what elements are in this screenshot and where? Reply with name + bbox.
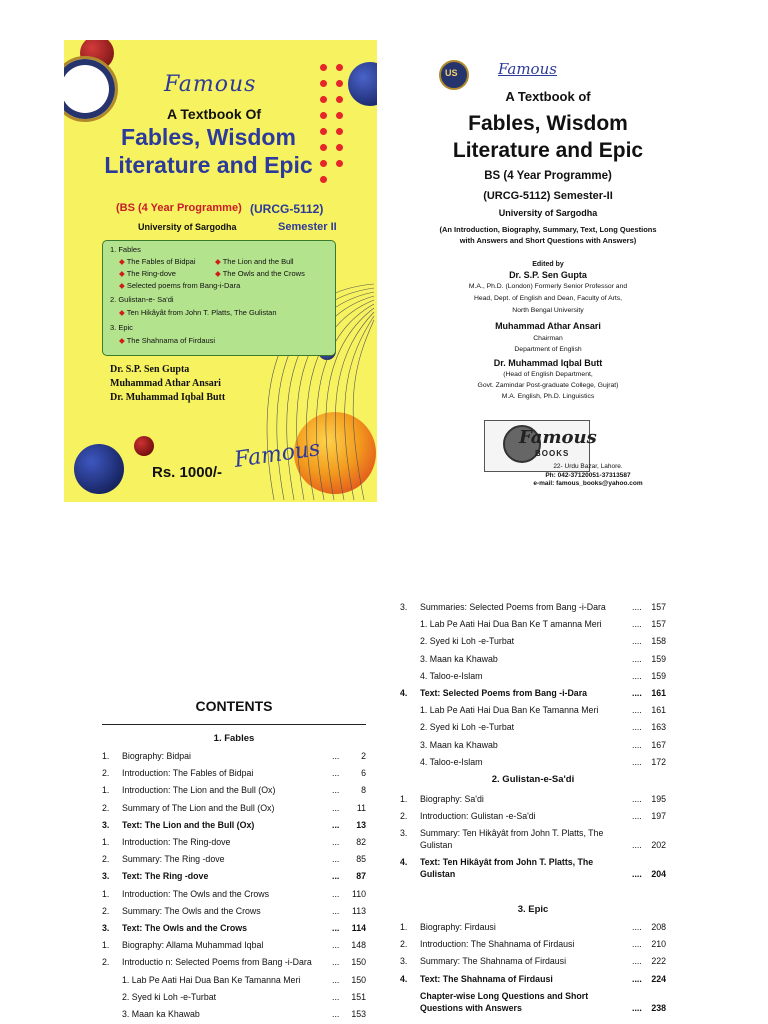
toc-row[interactable]: [400, 939, 666, 951]
university: University of Sargodha: [498, 208, 598, 218]
bullet-icon: ◆: [119, 308, 127, 317]
toc-row-dots: ...: [332, 871, 340, 882]
toc-row-number: 2.: [400, 939, 408, 950]
contents-page-right: [400, 600, 666, 1024]
toc-row-title: Text: Ten Hikâyât from John T. Platts, The: [420, 857, 594, 867]
book-cover: [64, 40, 377, 502]
toc-row-title: Summary: Ten Hikâyât from John T. Platts, The: [420, 828, 604, 838]
toc-row-title: 1. Lab Pe Aati Hai Dua Ban Ke T amanna Meri: [420, 619, 602, 630]
toc-row-number: 1.: [102, 751, 110, 761]
toc-row-dots: ....: [632, 722, 642, 733]
editor-detail: M.A., Ph.D. (London) Formerly Senior Professor and: [468, 283, 628, 290]
cover-author: Muhammad Athar Ansari: [110, 378, 221, 389]
cover-price: Rs. 1000/-: [152, 464, 223, 481]
bullet-icon: ◆: [119, 269, 127, 278]
editor-detail: Head, Dept. of English and Dean, Faculty of Arts,: [473, 295, 623, 302]
red-dot: [336, 96, 343, 103]
red-dot: [336, 80, 343, 87]
editor-name: Dr. S.P. Sen Gupta: [509, 270, 587, 280]
red-dot: [320, 96, 327, 103]
university-seal-icon: US: [439, 60, 469, 90]
toc-row-page: 2: [361, 751, 366, 761]
programme: BS (4 Year Programme): [484, 170, 612, 182]
editor-detail: Department of English: [514, 346, 582, 353]
toc-row-dots: ....: [632, 922, 642, 932]
toc-row-title: Summary of The Lion and the Bull (Ox): [122, 802, 275, 813]
toc-row[interactable]: [400, 740, 666, 752]
toc-row-dots: ...: [332, 940, 340, 951]
box-item: ◆ The Lion and the Bull: [215, 257, 294, 266]
toc-row[interactable]: [400, 811, 666, 823]
toc-row-page: 167: [651, 739, 666, 750]
toc-row-title: Summary: The Ring -dove: [122, 854, 225, 865]
toc-row-title: Text: The Shahnama of Firdausi: [420, 973, 553, 984]
toc-row-dots: ...: [332, 768, 340, 779]
toc-row-title: Biography: Bidpai: [122, 751, 191, 761]
toc-row[interactable]: [400, 619, 666, 631]
cover-publisher-logo-bottom: Famous: [232, 436, 322, 473]
box-item: ◆ The Shahnama of Firdausi: [119, 336, 216, 345]
toc-row[interactable]: [102, 820, 366, 832]
toc-row-page: 151: [351, 991, 366, 1002]
toc-row[interactable]: [400, 794, 666, 806]
toc-row[interactable]: [102, 768, 366, 780]
toc-row-title-cont: Questions with Answers: [420, 1003, 522, 1013]
section-heading: 1. Fables: [213, 733, 255, 744]
cover-subtitle: A Textbook Of: [166, 106, 262, 122]
toc-row-page: 87: [356, 871, 366, 882]
title-line1: Fables, Wisdom: [468, 112, 628, 135]
toc-row[interactable]: [400, 722, 666, 734]
box-item: ◆ The Ring-dove: [119, 269, 176, 278]
toc-row-dots: ...: [332, 819, 340, 830]
editor-name: Muhammad Athar Ansari: [495, 321, 601, 331]
toc-row-dots: ...: [332, 751, 340, 761]
toc-row-page: 222: [651, 956, 666, 967]
editor-detail: Govt. Zamindar Post-graduate College, Gujrat): [477, 382, 619, 389]
toc-row[interactable]: [400, 922, 666, 934]
toc-row-title: Introduction: Gulistan -e-Sa'di: [420, 811, 536, 822]
toc-row-dots: ...: [332, 923, 340, 933]
toc-row-title: 1. Lab Pe Aati Hai Dua Ban Ke Tamanna Meri: [122, 974, 301, 985]
toc-row[interactable]: [400, 654, 666, 666]
toc-row[interactable]: [102, 957, 366, 969]
toc-row-dots: ...: [332, 837, 340, 847]
toc-row[interactable]: [400, 857, 666, 883]
toc-row[interactable]: [400, 991, 666, 1017]
cover-title-line2: Literature and Epic: [104, 152, 313, 178]
toc-row-page: 157: [651, 619, 666, 630]
publisher-address: 22- Urdu Bazar, Lahore.: [553, 463, 623, 470]
publisher-logo: Famous: [498, 60, 557, 78]
toc-row-page: 6: [361, 768, 366, 779]
box-item: ◆ Ten Hikâyât from John T. Platts, The Gulistan: [119, 308, 277, 317]
toc-row-title: 4. Taloo-e-Islam: [420, 670, 483, 681]
box-item: 3. Epic: [110, 323, 133, 332]
edited-by: Edited by: [532, 261, 564, 268]
bullet-icon: ◆: [119, 257, 127, 266]
toc-row-dots: ....: [632, 739, 642, 750]
description-line: with Answers and Short Questions with Answers): [459, 236, 637, 245]
toc-row-page: 238: [651, 1003, 666, 1013]
course-code: (URCG-5112) Semester-II: [483, 190, 613, 202]
toc-row-number: 4.: [400, 857, 408, 867]
toc-row-dots: ....: [632, 619, 642, 630]
toc-row-title: Summaries: Selected Poems from Bang -i-Dara: [420, 602, 606, 612]
toc-row-title: Biography: Allama Muhammad Iqbal: [122, 940, 264, 951]
toc-row-title: 2. Syed ki Loh -e-Turbat: [420, 722, 515, 733]
toc-row[interactable]: [102, 975, 366, 987]
toc-row-title: Introduction: The Owls and the Crows: [122, 888, 270, 899]
toc-row-dots: ....: [632, 840, 642, 850]
toc-row[interactable]: [400, 828, 666, 854]
editor-detail: North Bengal University: [512, 307, 584, 314]
toc-row-page: 157: [651, 602, 666, 612]
toc-row[interactable]: [102, 992, 366, 1004]
red-dot: [336, 64, 343, 71]
famous-books-logo: Famous BOOKS: [484, 420, 590, 472]
title-line2: Literature and Epic: [452, 139, 644, 162]
cover-publisher-logo: Famous: [164, 72, 257, 97]
toc-row[interactable]: [102, 871, 366, 883]
toc-row-number: 2.: [102, 854, 110, 865]
toc-row[interactable]: [400, 636, 666, 648]
toc-row-dots: ....: [632, 688, 642, 698]
toc-row-title: Text: The Lion and the Bull (Ox): [122, 819, 255, 830]
contents-page-left: [102, 690, 366, 1024]
cover-author: Dr. S.P. Sen Gupta: [110, 364, 190, 375]
toc-row-page: 113: [351, 905, 366, 916]
toc-row[interactable]: [400, 974, 666, 986]
toc-row-number: 3.: [400, 602, 408, 612]
toc-row-page: 197: [651, 811, 666, 822]
editor-name: Dr. Muhammad Iqbal Butt: [493, 358, 603, 368]
toc-row[interactable]: [102, 889, 366, 901]
title-page: [388, 40, 708, 510]
toc-row-dots: ...: [332, 957, 340, 968]
toc-row-page: 13: [356, 819, 366, 830]
toc-row-dots: ....: [632, 1003, 642, 1013]
toc-row-title-cont: Gulistan: [420, 869, 456, 879]
box-item: ◆ The Fables of Bidpai: [119, 257, 196, 266]
toc-row-number: 3.: [400, 828, 408, 838]
toc-row-dots: ...: [332, 1009, 340, 1019]
toc-row-title: 2. Syed ki Loh -e-Turbat: [122, 991, 217, 1002]
toc-row[interactable]: [102, 751, 366, 763]
blue-ball-decoration: [348, 62, 377, 106]
toc-row-number: 4.: [400, 688, 408, 698]
toc-row-number: 3.: [102, 923, 110, 933]
toc-row-dots: ....: [632, 636, 642, 647]
toc-row-title: 3. Maan ka Khawab: [420, 653, 498, 664]
editor-detail: M.A. English, Ph.D. Linguistics: [501, 393, 595, 400]
toc-row-dots: ....: [632, 811, 642, 822]
toc-row-number: 2.: [102, 802, 110, 813]
toc-row-number: 3.: [102, 871, 110, 882]
toc-row-number: 3.: [400, 956, 408, 967]
blue-ball-decoration: [74, 444, 124, 494]
toc-row-page: 148: [351, 940, 366, 951]
toc-row-dots: ....: [632, 939, 642, 950]
toc-row-dots: ....: [632, 973, 642, 984]
toc-row-number: 1.: [102, 940, 110, 951]
red-dot: [320, 64, 327, 71]
red-dot: [336, 112, 343, 119]
toc-row-dots: ....: [632, 956, 642, 967]
toc-row-title: 2. Syed ki Loh -e-Turbat: [420, 636, 515, 647]
toc-row-dots: ...: [332, 991, 340, 1002]
toc-row-number: 1.: [400, 922, 408, 932]
toc-row-dots: ...: [332, 888, 340, 899]
toc-row-number: 3.: [102, 819, 110, 830]
toc-row-page: 150: [351, 974, 366, 985]
university-seal: [64, 56, 118, 122]
toc-row-dots: ...: [332, 905, 340, 916]
toc-row-page: 161: [651, 688, 666, 698]
toc-row-dots: ....: [632, 653, 642, 664]
toc-row-title-cont: Gulistan: [420, 840, 453, 850]
toc-row-title: 3. Maan ka Khawab: [122, 1009, 200, 1019]
toc-row-page: 153: [351, 1009, 366, 1019]
toc-row-number: 2.: [102, 768, 110, 779]
toc-row-dots: ....: [632, 602, 642, 612]
toc-row-page: 204: [651, 869, 666, 879]
toc-row-page: 210: [651, 939, 666, 950]
cover-semester: Semester II: [278, 221, 337, 233]
toc-row-title: Summary: The Shahnama of Firdausi: [420, 956, 567, 967]
toc-row-title: Text: Selected Poems from Bang -i-Dara: [420, 688, 588, 698]
toc-row-title: 1. Lab Pe Aati Hai Dua Ban Ke Tamanna Meri: [420, 705, 599, 716]
toc-row[interactable]: [102, 923, 366, 935]
section-heading: 3. Epic: [517, 904, 549, 915]
toc-row-page: 110: [351, 888, 366, 899]
toc-row-page: 114: [351, 923, 366, 933]
toc-row-page: 82: [356, 837, 366, 847]
title-subtitle: A Textbook of: [505, 89, 591, 104]
toc-row-number: 2.: [102, 957, 110, 968]
toc-row-page: 202: [651, 840, 666, 850]
toc-row-title: Introduction: The Ring-dove: [122, 837, 231, 847]
toc-row-dots: ....: [632, 869, 642, 879]
toc-row[interactable]: [102, 785, 366, 797]
toc-row-title: 3. Maan ka Khawab: [420, 739, 498, 750]
toc-row-dots: ...: [332, 802, 340, 813]
cover-programme: (BS (4 Year Programme): [116, 202, 242, 214]
toc-row-title: Introductio n: Selected Poems from Bang -i-Dara: [122, 957, 312, 968]
toc-row-number: 2.: [400, 811, 408, 822]
toc-row-number: 1.: [102, 888, 110, 899]
toc-row-dots: ...: [332, 854, 340, 865]
toc-row[interactable]: [102, 837, 366, 849]
toc-row[interactable]: [400, 705, 666, 717]
toc-row-page: 159: [651, 670, 666, 681]
toc-row[interactable]: [400, 688, 666, 700]
toc-row-page: 161: [651, 705, 666, 716]
editor-detail: Chairman: [533, 335, 563, 342]
toc-row-title: Summary: The Owls and the Crows: [122, 905, 261, 916]
cover-author: Dr. Muhammad Iqbal Butt: [110, 392, 226, 403]
red-dot: [320, 80, 327, 87]
toc-row-dots: ....: [632, 756, 642, 767]
toc-row-dots: ....: [632, 705, 642, 716]
description-line: (An Introduction, Biography, Summary, Text, Long Questions: [439, 225, 657, 234]
red-dot: [320, 112, 327, 119]
toc-row-dots: ...: [332, 974, 340, 985]
toc-row[interactable]: [102, 854, 366, 866]
cover-contents-box: [102, 240, 336, 356]
toc-row[interactable]: [102, 906, 366, 918]
toc-row-page: 195: [651, 794, 666, 804]
toc-row-title: Introduction: The Fables of Bidpai: [122, 768, 254, 779]
toc-row[interactable]: [400, 956, 666, 968]
toc-row-page: 163: [651, 722, 666, 733]
bullet-icon: ◆: [119, 281, 127, 290]
toc-row-title: Chapter-wise Long Questions and Short: [420, 991, 589, 1001]
publisher-email: e-mail: famous_books@yahoo.com: [533, 480, 643, 487]
toc-row-dots: ...: [332, 785, 340, 796]
box-item: 1. Fables: [110, 245, 141, 254]
toc-row-page: 8: [361, 785, 366, 796]
publisher-phone: Ph: 042-37120051-37313587: [545, 472, 631, 479]
toc-row-title: Text: The Ring -dove: [122, 871, 209, 882]
toc-row-page: 208: [651, 922, 666, 932]
toc-row-title: Text: The Owls and the Crows: [122, 923, 247, 933]
toc-row[interactable]: [102, 940, 366, 952]
toc-row-page: 85: [356, 854, 366, 865]
box-item: ◆ Selected poems from Bang-i-Dara: [119, 281, 241, 290]
toc-row-page: 224: [651, 973, 666, 984]
toc-row-dots: ....: [632, 670, 642, 681]
bullet-icon: ◆: [215, 269, 223, 278]
editor-detail: (Head of English Department,: [503, 371, 593, 378]
toc-row-number: 2.: [102, 905, 110, 916]
toc-row[interactable]: [400, 602, 666, 614]
cover-title-line1: Fables, Wisdom: [121, 124, 296, 150]
toc-row-number: 4.: [400, 973, 408, 984]
red-ball-decoration: [134, 436, 154, 456]
toc-row-number: 1.: [102, 837, 110, 847]
section-heading: 2. Gulistan-e-Sa'di: [491, 774, 575, 785]
toc-row-dots: ....: [632, 794, 642, 804]
toc-row-title: Biography: Sa'di: [420, 794, 484, 804]
heading-rule: [102, 724, 366, 725]
toc-row[interactable]: [400, 671, 666, 683]
toc-row-title: 4. Taloo-e-Islam: [420, 756, 483, 767]
toc-row-page: 150: [351, 957, 366, 968]
toc-row[interactable]: [102, 1009, 366, 1021]
box-item: ◆ The Owls and the Crows: [215, 269, 305, 278]
cover-university: University of Sargodha: [138, 222, 237, 232]
toc-row-page: 172: [651, 756, 666, 767]
toc-row-number: 1.: [102, 785, 110, 796]
toc-row-number: 1.: [400, 794, 408, 804]
toc-row-page: 159: [651, 653, 666, 664]
contents-heading: CONTENTS: [195, 698, 273, 714]
cover-course-code: (URCG-5112): [250, 202, 324, 216]
toc-row-title: Biography: Firdausi: [420, 922, 496, 932]
toc-row[interactable]: [400, 757, 666, 769]
box-item: 2. Gulistan-e- Sa'di: [110, 295, 174, 304]
bullet-icon: ◆: [215, 257, 223, 266]
bullet-icon: ◆: [119, 336, 127, 345]
toc-row-page: 11: [356, 802, 366, 813]
toc-row-title: Introduction: The Lion and the Bull (Ox): [122, 785, 276, 796]
toc-row-page: 158: [651, 636, 666, 647]
toc-row-title: Introduction: The Shahnama of Firdausi: [420, 939, 575, 950]
toc-row[interactable]: [102, 803, 366, 815]
